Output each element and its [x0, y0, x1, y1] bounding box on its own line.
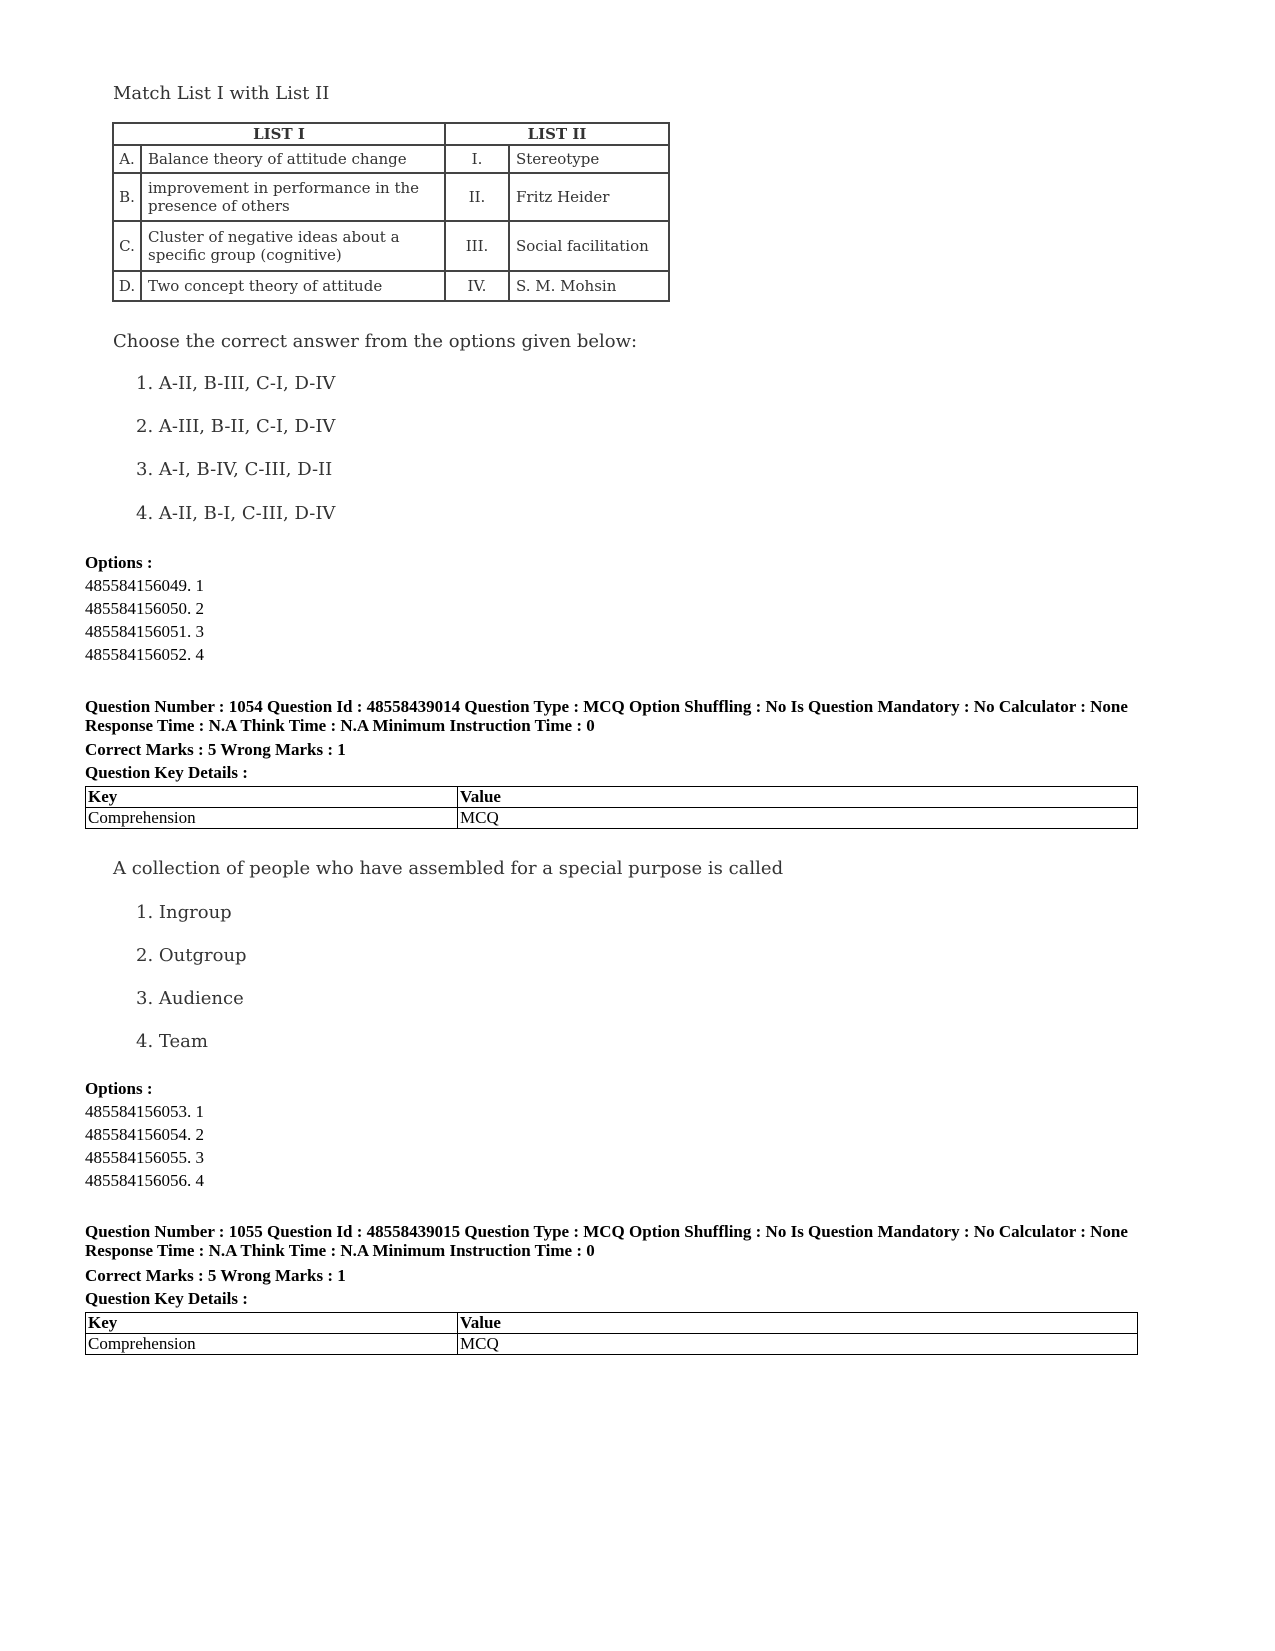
q1054-meta-line2: Response Time : N.A Think Time : N.A Minimum Instruction Time : 0	[85, 716, 595, 735]
value-cell: MCQ	[458, 808, 1138, 829]
q1053-option-3: 485584156051. 3	[85, 622, 204, 641]
q1054-stem: A collection of people who have assembled for a special purpose is called	[113, 858, 784, 879]
row-item: Two concept theory of attitude	[141, 271, 445, 301]
q1053-instruction: Choose the correct answer from the options given below:	[113, 331, 638, 352]
row-item: improvement in performance in the presence of others	[141, 173, 445, 221]
q1055-meta-line1: Question Number : 1055 Question Id : 48558439015 Question Type : MCQ Option Shuffling : No Is Question Mandatory : No Calculator : None	[85, 1222, 1128, 1241]
value-header: Value	[458, 787, 1138, 808]
q1054-key-table	[85, 786, 1138, 829]
q1054-choice-1: 1. Ingroup	[136, 902, 232, 923]
row-label: A.	[113, 145, 141, 173]
key-cell: Comprehension	[86, 808, 458, 829]
match-row	[113, 221, 669, 271]
row-number: I.	[445, 145, 509, 173]
q1054-marks: Correct Marks : 5 Wrong Marks : 1	[85, 740, 346, 759]
q1053-stem: Match List I with List II	[113, 83, 330, 104]
q1053-option-2: 485584156050. 2	[85, 599, 204, 618]
key-header: Key	[86, 787, 458, 808]
row-number: II.	[445, 173, 509, 221]
q1055-marks: Correct Marks : 5 Wrong Marks : 1	[85, 1266, 346, 1285]
match-row	[113, 173, 669, 221]
q1054-options-label: Options :	[85, 1079, 153, 1098]
match-row	[113, 145, 669, 173]
match-row	[113, 271, 669, 301]
q1053-options-label: Options :	[85, 553, 153, 572]
q1055-key-details-label: Question Key Details :	[85, 1289, 248, 1308]
q1054-choice-2: 2. Outgroup	[136, 945, 247, 966]
q1053-choice-2: 2. A-III, B-II, C-I, D-IV	[136, 416, 336, 437]
q1054-option-2: 485584156054. 2	[85, 1125, 204, 1144]
q1053-choice-1: 1. A-II, B-III, C-I, D-IV	[136, 373, 336, 394]
row-match: S. M. Mohsin	[509, 271, 669, 301]
row-number: IV.	[445, 271, 509, 301]
value-header: Value	[458, 1313, 1138, 1334]
row-label: D.	[113, 271, 141, 301]
q1053-option-1: 485584156049. 1	[85, 576, 204, 595]
q1053-choice-4: 4. A-II, B-I, C-III, D-IV	[136, 503, 336, 524]
q1054-option-3: 485584156055. 3	[85, 1148, 204, 1167]
q1054-option-1: 485584156053. 1	[85, 1102, 204, 1121]
list1-header: LIST I	[113, 123, 445, 145]
q1055-key-table	[85, 1312, 1138, 1355]
row-number: III.	[445, 221, 509, 271]
q1054-option-4: 485584156056. 4	[85, 1171, 204, 1190]
row-label: B.	[113, 173, 141, 221]
row-match: Social facilitation	[509, 221, 669, 271]
q1053-option-4: 485584156052. 4	[85, 645, 204, 664]
row-label: C.	[113, 221, 141, 271]
list2-header: LIST II	[445, 123, 669, 145]
q1054-choice-3: 3. Audience	[136, 988, 244, 1009]
match-table	[112, 122, 670, 302]
q1054-key-details-label: Question Key Details :	[85, 763, 248, 782]
q1053-choice-3: 3. A-I, B-IV, C-III, D-II	[136, 459, 333, 480]
row-item: Balance theory of attitude change	[141, 145, 445, 173]
q1054-meta-line1: Question Number : 1054 Question Id : 48558439014 Question Type : MCQ Option Shuffling : No Is Question Mandatory : No Calculator : None	[85, 697, 1128, 716]
row-item: Cluster of negative ideas about a specific group (cognitive)	[141, 221, 445, 271]
key-header: Key	[86, 1313, 458, 1334]
q1055-meta-line2: Response Time : N.A Think Time : N.A Minimum Instruction Time : 0	[85, 1241, 595, 1260]
key-cell: Comprehension	[86, 1334, 458, 1355]
q1054-choice-4: 4. Team	[136, 1031, 208, 1052]
value-cell: MCQ	[458, 1334, 1138, 1355]
row-match: Stereotype	[509, 145, 669, 173]
row-match: Fritz Heider	[509, 173, 669, 221]
